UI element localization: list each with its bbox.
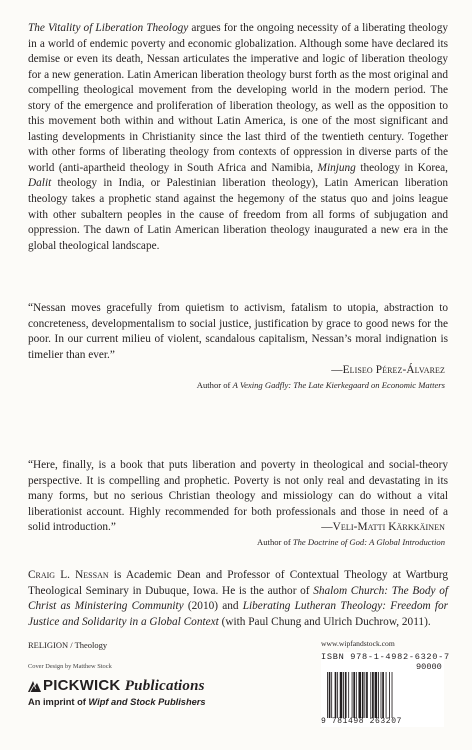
bio-book-2: Liberating Lutheran Theology: Freedom for Justice and Solidarity in a Global Context: [28, 600, 449, 628]
barcode-bar: [375, 672, 378, 718]
bio-text-2: (2010) and: [183, 600, 243, 613]
barcode-bar: [381, 672, 382, 718]
endorser-name-2: —Veli-Matti Kärkkäinen: [321, 521, 445, 533]
minjung-term: Minjung: [317, 161, 356, 174]
book-description: [28, 21, 448, 254]
book-title: The Vitality of Liberation Theology: [28, 22, 189, 34]
barcode-bar: [358, 672, 361, 718]
barcode-area: [321, 652, 450, 727]
description-text-1: argues for the ongoing necessity of a liberating theology in a world of endemic poverty and economic globalization. Although some have declared its demise or even its death, Nessan articulates the imperative and logic of liberation theology for a new generation. Latin American liberation theology burst forth as the most original and compelling theological movement from the developing world in the modern period. The story of the emergence and proliferation of liberation theology, as well as the opposition to this movement both within and without Latin America, is one of the most significant and lasting developments in Christianity since the last third of the twentieth century. Together with other forms of liberating theology from contexts of oppression in diverse parts of the world (anti-apartheid theology in South Africa and Namibia,: [28, 22, 449, 174]
barcode-bar: [337, 672, 338, 718]
barcode-bar: [389, 672, 390, 718]
barcode-bar: [356, 672, 357, 718]
endorser-role-prefix-1: Author of: [196, 380, 233, 390]
pickwick-logo-icon: [27, 679, 43, 693]
endorser-name-1: —Eliseo Pérez-Álvarez: [331, 364, 445, 376]
imprint-line: [28, 697, 206, 707]
barcode-bar: [386, 672, 387, 718]
description-text-2: theology in Korea,: [355, 161, 448, 174]
author-name: Craig L. Nessan: [28, 569, 109, 581]
barcode-bar: [345, 672, 347, 718]
endorser-role-2: [257, 537, 445, 547]
barcode-bar: [382, 672, 384, 718]
endorsement-quote-1: “Nessan moves gracefully from quietism to activism, fatalism to utopia, abstraction to concreteness, developmentalism to social justice, justification by grace to good news for the poor. In our current milieu of violent, scandalous capitalism, Nessan’s moral indignation is timelier than ever.”: [28, 302, 448, 361]
subject-category: RELIGION / Theology: [28, 640, 108, 650]
endorsement-quote-2: “Here, finally, is a book that puts liberation and poverty in theological and social-theory perspective. It is compelling and prophetic. Poverty is not only real and devastating in its many forms, but no serious Christian theology and missiology can do without a vital liberationist account. Highly recommended for both professionals and those in need of a solid introduction.”: [28, 459, 448, 534]
publisher-logo: [27, 677, 257, 707]
bio-text-3: (with Paul Chung and Ulrich Duchrow, 2011).: [218, 615, 431, 628]
barcode-bar: [329, 672, 331, 718]
publisher-name: [43, 677, 205, 695]
barcode-bar: [392, 672, 393, 718]
barcode-bar: [352, 672, 353, 718]
barcode-bar: [327, 672, 328, 718]
barcode-bar: [353, 672, 355, 718]
barcode-bar: [364, 672, 365, 718]
ean-number: 9 781498 263207: [321, 717, 403, 726]
barcode-bar: [378, 672, 379, 718]
publisher-url: www.wipfandstock.com: [321, 639, 395, 648]
bio-text-1: is Academic Dean and Professor of Contextual Theology at Wartburg Theological Seminary in Dubuque, Iowa. He is the author of: [28, 569, 448, 597]
barcode-bar: [343, 672, 344, 718]
barcode-bar: [331, 672, 332, 718]
endorser-book-title-2: The Doctrine of God: A Global Introduction: [292, 537, 445, 547]
price-code: 90000: [416, 662, 442, 672]
bio-book-1: Shalom Church: The Body of Christ as Ministering Community: [28, 584, 448, 613]
publisher-name-italic: Publications: [124, 678, 205, 694]
endorser-book-title-1: A Vexing Gadfly: The Late Kierkegaard on Economic Matters: [232, 380, 445, 390]
endorser-role-1: [197, 380, 445, 390]
barcode-bar: [348, 672, 349, 718]
barcode-bar: [366, 672, 368, 718]
imprint-prefix: An imprint of: [28, 697, 89, 707]
isbn-number: ISBN 978-1-4982-6320-7: [321, 652, 450, 662]
barcode-bar: [340, 672, 343, 718]
publisher-name-main: PICKWICK: [43, 677, 125, 694]
endorser-role-prefix-2: Author of: [257, 537, 293, 547]
barcode-icon: [321, 672, 444, 718]
cover-credit: Cover Design by Matthew Stock: [28, 663, 112, 670]
description-text-3: theology in India, or Palestinian liberation theology), Latin American liberation theology takes a prophetic stand against the hegemony of the status quo and joins league with other subaltern peoples in the cause of freedom from all forms of subjugation and oppression. The dawn of Latin American liberation theology inaugurated a new era in the global theological landscape.: [28, 177, 448, 252]
barcode-bar: [362, 672, 364, 718]
barcode-bar: [370, 672, 371, 718]
imprint-publisher: Wipf and Stock Publishers: [88, 697, 206, 707]
barcode-bar: [335, 672, 337, 718]
author-bio: [28, 568, 448, 630]
barcode-bar: [372, 672, 374, 718]
dalit-term: Dalit: [28, 177, 52, 190]
